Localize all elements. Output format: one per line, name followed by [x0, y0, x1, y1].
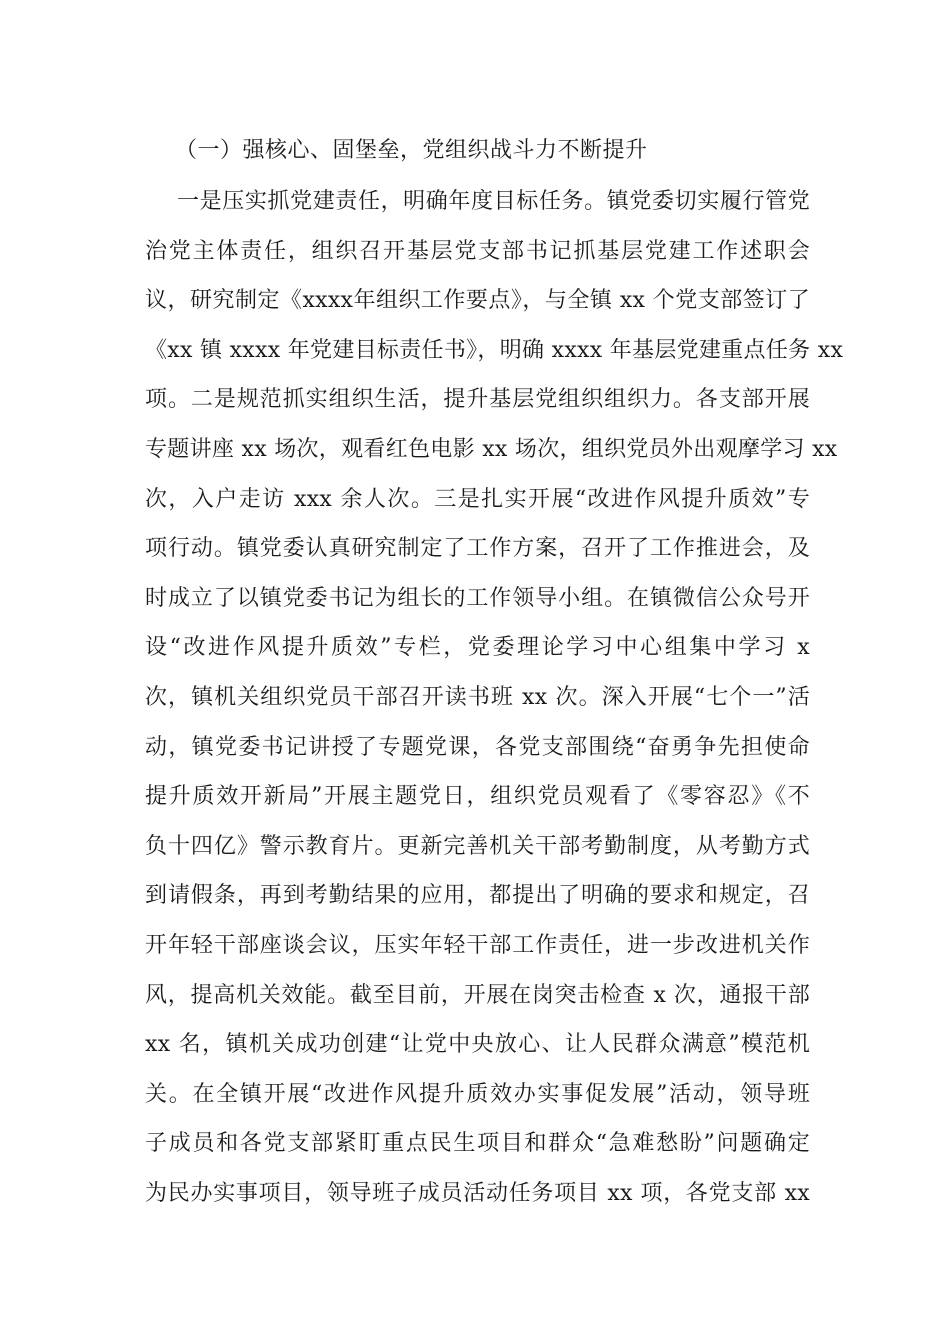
- paragraph-line: 时成立了以镇党委书记为组长的工作领导小组。在镇微信公众号开: [145, 585, 810, 611]
- paragraph-line: 子成员和各党支部紧盯重点民生项目和群众“急难愁盼”问题确定: [145, 1131, 810, 1157]
- paragraph-line: 关。在全镇开展“改进作风提升质效办实事促发展”活动，领导班: [145, 1081, 810, 1107]
- paragraph-line: 项。二是规范抓实组织生活，提升基层党组织组织力。各支部开展: [145, 387, 810, 413]
- paragraph-line: 《xx 镇 xxxx 年党建目标责任书》，明确 xxxx 年基层党建重点任务 xx: [145, 337, 844, 363]
- paragraph-line: 议，研究制定《xxxx年组织工作要点》，与全镇 xx 个党支部签订了: [145, 288, 810, 314]
- paragraph-line: 项行动。镇党委认真研究制定了工作方案，召开了工作推进会，及: [145, 536, 810, 562]
- body-paragraph: [145, 184, 844, 1225]
- paragraph-line: 风，提高机关效能。截至目前，开展在岗突击检查 x 次，通报干部: [145, 982, 810, 1008]
- paragraph-line: 到请假条，再到考勤结果的应用，都提出了明确的要求和规定，召: [145, 883, 810, 909]
- paragraph-line: 负十四亿》警示教育片。更新完善机关干部考勤制度，从考勤方式: [145, 833, 810, 859]
- paragraph-line: 开年轻干部座谈会议，压实年轻干部工作责任，进一步改进机关作: [145, 932, 810, 958]
- paragraph-line: 设“改进作风提升质效”专栏，党委理论学习中心组集中学习 x: [145, 635, 810, 661]
- paragraph-line: 提升质效开新局”开展主题党日，组织党员观看了《零容忍》《不: [145, 784, 810, 810]
- paragraph-line: 专题讲座 xx 场次，观看红色电影 xx 场次，组织党员外出观摩学习 xx: [145, 436, 838, 462]
- paragraph-line: 次，入户走访 xxx 余人次。三是扎实开展“改进作风提升质效”专: [145, 486, 810, 512]
- paragraph-line: xx 名，镇机关成功创建“让党中央放心、让人民群众满意”模范机: [145, 1032, 810, 1058]
- paragraph-line: 一是压实抓党建责任，明确年度目标任务。镇党委切实履行管党: [177, 189, 810, 214]
- paragraph-line: 治党主体责任，组织召开基层党支部书记抓基层党建工作述职会: [145, 238, 810, 264]
- paragraph-line: 次，镇机关组织党员干部召开读书班 xx 次。深入开展“七个一”活: [145, 684, 810, 710]
- paragraph-line: 为民办实事项目，领导班子成员活动任务项目 xx 项，各党支部 xx: [145, 1180, 810, 1206]
- section-heading: （一）强核心、固堡垒，党组织战斗力不断提升: [175, 138, 648, 163]
- paragraph-line: 动，镇党委书记讲授了专题党课，各党支部围绕“奋勇争先担使命: [145, 734, 810, 760]
